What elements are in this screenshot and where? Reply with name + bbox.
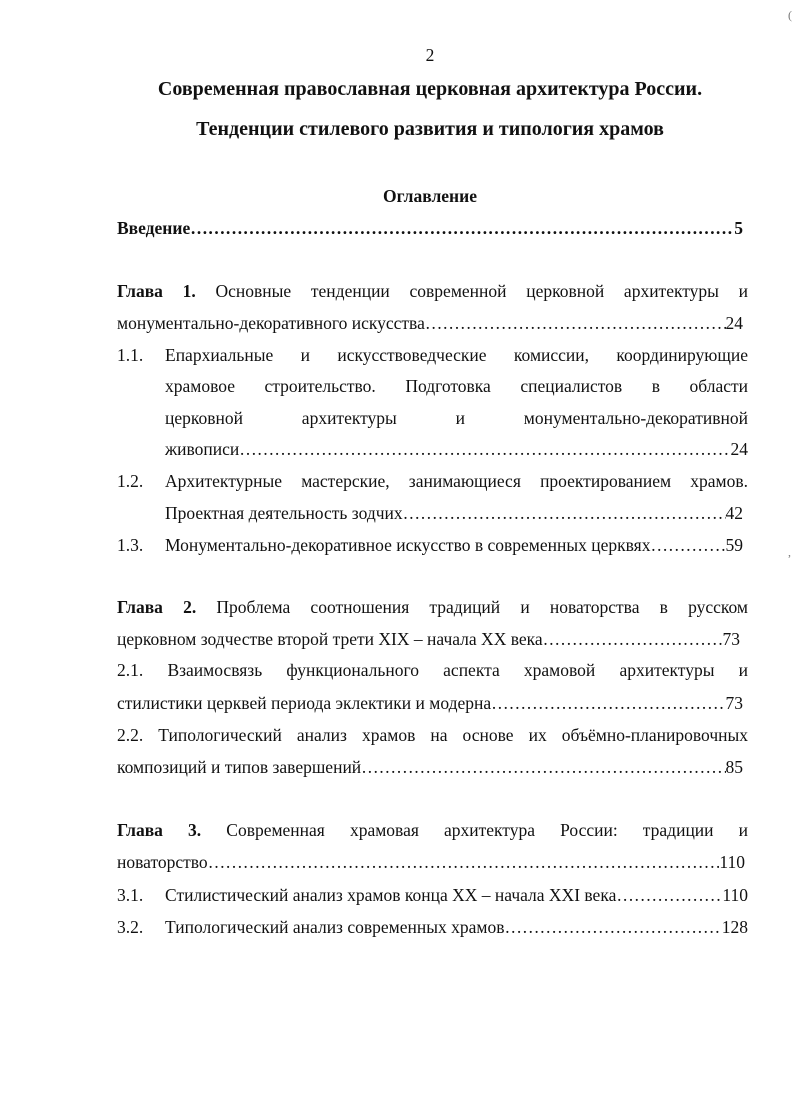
toc-entry-page: 24 bbox=[725, 313, 743, 333]
toc-entry-label: Монументально-декоративное искусство в современных церквях bbox=[165, 535, 651, 555]
toc-section-2-1-line-1 bbox=[117, 659, 748, 681]
toc-entry-label: Введение bbox=[117, 218, 191, 238]
toc-entry-label: Стилистический анализ храмов конца XX – начала XXI века bbox=[165, 885, 617, 905]
toc-entry-label: Проектная деятельность зодчих bbox=[165, 503, 403, 523]
toc-entry-page: 42 bbox=[725, 503, 743, 523]
toc-entry-page: 110 bbox=[722, 885, 748, 905]
toc-entry-label: стилистики церквей периода эклектики и модерна bbox=[117, 693, 492, 713]
scan-artifact: , bbox=[788, 545, 791, 559]
toc-entry-page: 128 bbox=[721, 917, 748, 937]
section-number: 1.2. bbox=[117, 471, 144, 491]
toc-entry-label: монументально-декоративного искусства bbox=[117, 313, 425, 333]
chapter-label: Глава 2. bbox=[117, 597, 197, 617]
toc-entry-label: живописи bbox=[165, 439, 240, 459]
section-line: церковной архитектуры и монументально-декоративной bbox=[165, 408, 748, 428]
section-number: 1.1. bbox=[117, 345, 144, 365]
chapter-title: Современная храмовая архитектура России: традиции и bbox=[226, 820, 748, 840]
chapter-label: Глава 1. bbox=[117, 281, 196, 301]
page-number: 2 bbox=[425, 45, 435, 65]
toc-heading: Оглавление bbox=[383, 186, 477, 206]
toc-section-1-2-last bbox=[165, 502, 743, 524]
toc-entry-page: 24 bbox=[730, 439, 748, 459]
toc-section-3-1 bbox=[165, 884, 748, 906]
section-line: Взаимосвязь функционального аспекта храмовой архитектуры и bbox=[167, 660, 749, 680]
section-line: Типологический анализ храмов на основе их объёмно-планировочных bbox=[158, 725, 748, 745]
section-line: Епархиальные и искусствоведческие комиссии, координирующие bbox=[165, 345, 748, 365]
toc-section-2-2-last bbox=[117, 756, 743, 778]
toc-entry-intro bbox=[117, 217, 743, 239]
toc-entry-page: 5 bbox=[734, 218, 743, 238]
toc-entry-page: 110 bbox=[719, 852, 745, 872]
toc-entry-page: 85 bbox=[725, 757, 743, 777]
toc-section-1-1-last bbox=[165, 438, 748, 460]
toc-entry-page: 73 bbox=[722, 629, 740, 649]
document-title-line-1: Современная православная церковная архитектура России. bbox=[157, 78, 703, 100]
toc-entry-label: церковном зодчестве второй трети XIX – начала XX века bbox=[117, 629, 543, 649]
toc-entry-label: Типологический анализ современных храмов bbox=[165, 917, 505, 937]
scan-artifact: ( bbox=[788, 8, 792, 22]
toc-entry-page: 73 bbox=[725, 693, 743, 713]
document-title-line-2: Тенденции стилевого развития и типология храмов bbox=[196, 118, 664, 140]
toc-section-3-2 bbox=[165, 916, 748, 938]
toc-entry-page: 59 bbox=[725, 535, 743, 555]
section-number: 3.2. bbox=[117, 917, 144, 937]
section-number: 2.2. bbox=[117, 725, 144, 745]
toc-section-2-2-line-1 bbox=[117, 724, 748, 746]
section-number: 3.1. bbox=[117, 885, 144, 905]
toc-chapter-3-line-1 bbox=[117, 819, 748, 841]
chapter-label: Глава 3. bbox=[117, 820, 202, 840]
toc-chapter-2-line-1 bbox=[117, 596, 748, 618]
toc-chapter-1-line-2 bbox=[117, 312, 743, 334]
toc-chapter-2-line-2 bbox=[117, 628, 740, 650]
toc-entry-label: новаторство bbox=[117, 852, 208, 872]
toc-section-2-1-last bbox=[117, 692, 743, 714]
toc-section-1-3 bbox=[165, 534, 743, 556]
section-number: 2.1. bbox=[117, 660, 144, 680]
section-line: Архитектурные мастерские, занимающиеся проектированием храмов. bbox=[165, 471, 748, 491]
toc-entry-label: композиций и типов завершений bbox=[117, 757, 362, 777]
toc-chapter-1-line-1 bbox=[117, 280, 748, 302]
chapter-title: Основные тенденции современной церковной архитектуры и bbox=[215, 281, 749, 301]
section-number: 1.3. bbox=[117, 535, 144, 555]
section-line: храмовое строительство. Подготовка специалистов в области bbox=[165, 376, 748, 396]
chapter-title: Проблема соотношения традиций и новаторства в русском bbox=[216, 597, 749, 617]
toc-chapter-3-line-2 bbox=[117, 851, 745, 873]
